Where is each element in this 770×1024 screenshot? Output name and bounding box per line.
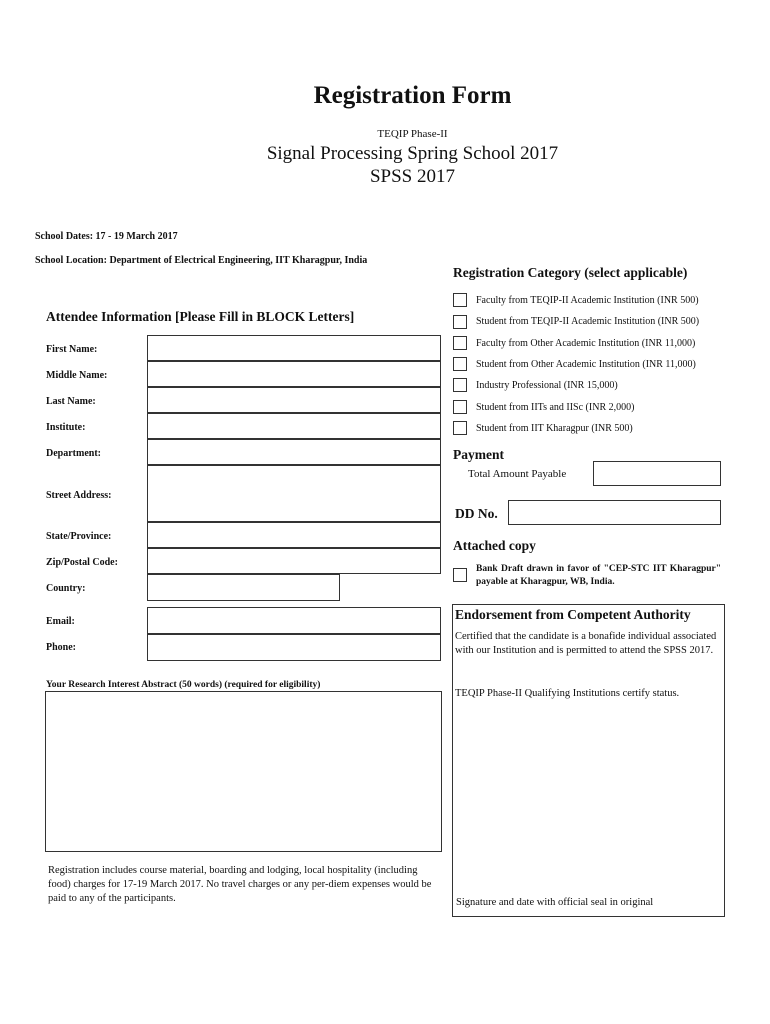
total-amount-label: Total Amount Payable [468, 468, 567, 480]
signature-label: Signature and date with official seal in original [456, 897, 654, 908]
category-heading: Registration Category (select applicable) [453, 265, 688, 280]
category-label: Faculty from Other Academic Institution (INR 11,000) [476, 338, 696, 349]
endorsement-text: Certified that the candidate is a bonafide individual associated with our Institution and is permitted to attend the SPSS 2017. [455, 631, 717, 656]
school-name: Signal Processing Spring School 2017 [266, 143, 559, 164]
bank-draft-text: Bank Draft drawn in favor of "CEP-STC IIT Kharagpur" payable at Kharagpur, WB, India. [476, 564, 721, 587]
email-field[interactable] [147, 607, 441, 634]
last-name-field[interactable] [147, 387, 441, 413]
form-title: Registration Form [313, 82, 512, 109]
category-label: Student from IIT Kharagpur (INR 500) [476, 423, 633, 434]
zip-label: Zip/Postal Code: [46, 557, 118, 568]
total-amount-field[interactable] [593, 461, 721, 486]
category-checkbox[interactable] [453, 315, 467, 329]
attendee-heading: Attendee Information [Please Fill in BLOCK Letters] [46, 309, 355, 324]
last-name-label: Last Name: [46, 396, 96, 407]
department-label: Department: [46, 448, 101, 459]
endorsement-status-text: TEQIP Phase-II Qualifying Institutions certify status. [455, 688, 680, 699]
first-name-field[interactable] [147, 335, 441, 361]
category-label: Industry Professional (INR 15,000) [476, 380, 618, 391]
category-checkbox[interactable] [453, 336, 467, 350]
first-name-label: First Name: [46, 344, 98, 355]
state-label: State/Province: [46, 531, 112, 542]
attached-heading: Attached copy [453, 538, 536, 553]
dd-number-field[interactable] [508, 500, 721, 525]
category-label: Faculty from TEQIP-II Academic Institution (INR 500) [476, 295, 699, 306]
category-checkbox[interactable] [453, 378, 467, 392]
institute-label: Institute: [46, 422, 86, 433]
abstract-label: Your Research Interest Abstract (50 words) (required for eligibility) [46, 680, 321, 690]
email-label: Email: [46, 616, 75, 627]
school-location: School Location: Department of Electrical Engineering, IIT Kharagpur, India [35, 255, 368, 266]
country-label: Country: [46, 583, 86, 594]
street-address-field[interactable] [147, 465, 441, 522]
abstract-field[interactable] [45, 691, 442, 852]
school-dates: School Dates: 17 - 19 March 2017 [35, 231, 178, 242]
category-label: Student from TEQIP-II Academic Institution (INR 500) [476, 316, 700, 327]
phone-field[interactable] [147, 634, 441, 661]
category-checkbox[interactable] [453, 293, 467, 307]
zip-field[interactable] [147, 548, 441, 574]
country-field[interactable] [147, 574, 340, 601]
middle-name-label: Middle Name: [46, 370, 108, 381]
category-label: Student from IITs and IISc (INR 2,000) [476, 402, 635, 413]
department-field[interactable] [147, 439, 441, 465]
payment-heading: Payment [453, 447, 504, 462]
state-field[interactable] [147, 522, 441, 548]
phase-label: TEQIP Phase-II [377, 128, 448, 140]
category-label: Student from Other Academic Institution (INR 11,000) [476, 359, 696, 370]
street-address-label: Street Address: [46, 490, 112, 501]
phone-label: Phone: [46, 642, 76, 653]
endorsement-heading: Endorsement from Competent Authority [455, 607, 691, 622]
dd-number-label: DD No. [455, 506, 498, 521]
bank-draft-checkbox[interactable] [453, 568, 467, 582]
category-checkbox[interactable] [453, 400, 467, 414]
category-checkbox[interactable] [453, 357, 467, 371]
school-short-name: SPSS 2017 [369, 166, 456, 187]
category-checkbox[interactable] [453, 421, 467, 435]
institute-field[interactable] [147, 413, 441, 439]
registration-note: Registration includes course material, boarding and lodging, local hospitality (including food) charges for 17-19 March 2017. No travel charges or any per-diem expenses would be paid to any of the participants. [48, 865, 432, 904]
middle-name-field[interactable] [147, 361, 441, 387]
